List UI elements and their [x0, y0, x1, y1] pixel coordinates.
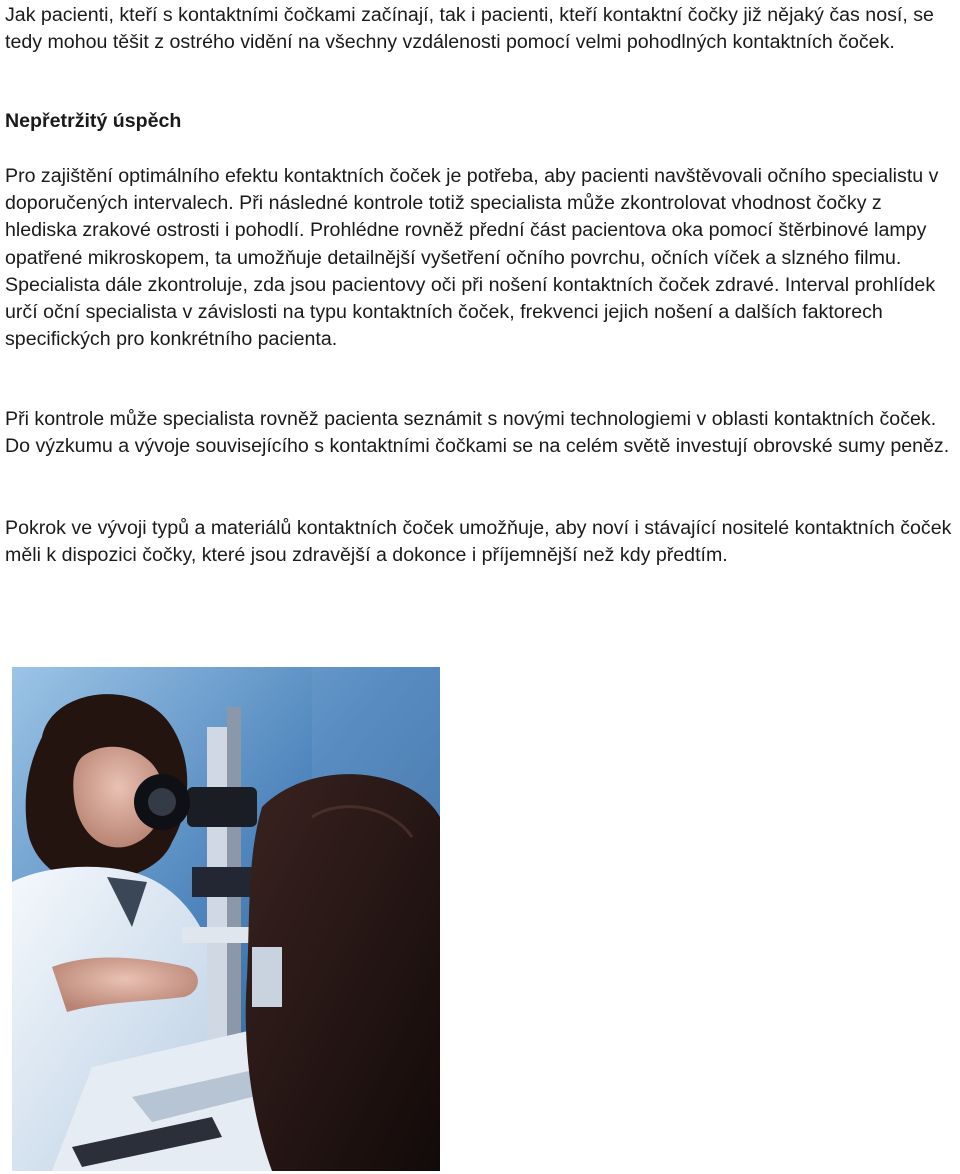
paragraph-technology: Při kontrole může specialista rovněž pacienta seznámit s novými technologiemi v oblasti kontaktních čoček. Do výzkumu a vývoje souvisejícího s kontaktními čočkami se na celém světě investují obrovské sumy peněz.: [5, 408, 950, 458]
section-heading: Nepřetržitý úspěch: [5, 110, 182, 132]
paragraph-progress: Pokrok ve vývoji typů a materiálů kontaktních čoček umožňuje, aby noví i stávající nositelé kontaktních čoček měli k dispozici čočky, které jsou zdravější a dokonce i příjemnější než kdy předtím.: [5, 517, 952, 567]
paragraph-checkups: Pro zajištění optimálního efektu kontaktních čoček je potřeba, aby pacienti navštěvovali očního specialistu v doporučených intervalech. Při následné kontrole totiž specialista může zkontrolovat vhodnost čočky z hlediska zrakové ostrosti i pohodlí. Prohlédne rovněž přední část pacientova oka pomocí štěrbinové lampy opatřené mikroskopem, ta umožňuje detailnější vyšetření očního povrchu, očních víček a slzného filmu. Specialista dále zkontroluje, zda jsou pacientovy oči při nošení kontaktních čoček zdravé. Interval prohlídek určí oční specialista v závislosti na typu kontaktních čoček, frekvenci jejich nošení a dalších faktorech specifických pro konkrétního pacienta.: [5, 165, 939, 351]
microscope-head: [187, 787, 257, 827]
slit-lamp-exam-photo: [12, 667, 440, 1171]
intro-paragraph: Jak pacienti, kteří s kontaktními čočkami začínají, tak i pacienti, kteří kontaktní čočky již nějaký čas nosí, se tedy mohou těšit z ostrého vidění na všechny vzdálenosti pomocí velmi pohodlných kontaktních čoček.: [5, 4, 934, 54]
photo-illustration: [12, 667, 440, 1171]
